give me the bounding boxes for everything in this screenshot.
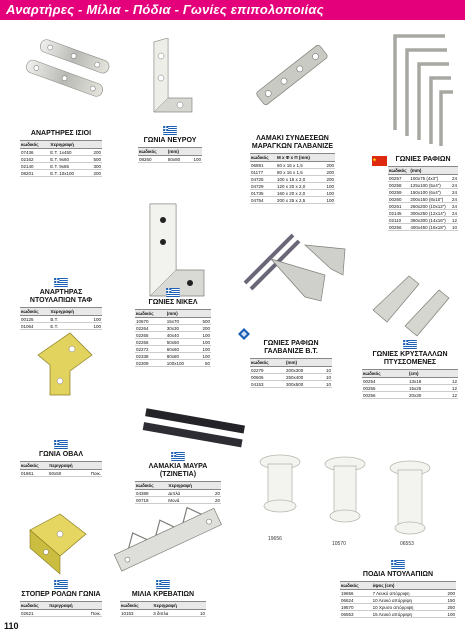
col-pack — [450, 167, 458, 175]
cell-code: 02264 — [135, 325, 166, 332]
block-cabinet-hanger — [20, 278, 102, 330]
cell-code: 10670 — [135, 318, 166, 325]
block-shelf-corners — [388, 156, 458, 231]
table-header-row — [135, 482, 221, 490]
col-pack — [88, 141, 102, 149]
col-desc: περιγραφή — [48, 602, 85, 610]
cell-size: 13x18 — [408, 378, 442, 385]
cell-code: 01064 — [20, 323, 49, 330]
leg-caption-3: 06553 — [400, 541, 414, 547]
table-row — [135, 497, 221, 504]
cell-desc: 3 διπλα — [152, 610, 194, 617]
product-table — [20, 601, 102, 617]
cell-code: 00125 — [20, 316, 49, 323]
cell-code: 08260 — [138, 156, 167, 163]
china-flag-icon — [372, 156, 387, 166]
leg-caption-2: 10570 — [332, 541, 346, 547]
block-straight-hangers — [20, 130, 102, 177]
cell-code: 00259 — [388, 189, 409, 196]
col-code: κωδικός — [250, 154, 276, 162]
cell-code: 04754 — [250, 197, 276, 204]
block-title: ΑΝΑΡΤΗΡΕΣ ΙΣΙΟΙ — [30, 130, 92, 137]
table-header-row — [20, 308, 102, 316]
table-header-row — [362, 370, 458, 378]
cell-pack: 100 — [88, 316, 102, 323]
col-pack — [88, 308, 102, 316]
table-row — [388, 217, 458, 224]
table-row — [250, 197, 335, 204]
connection-plate-image — [255, 30, 330, 130]
cell-pack: 200 — [322, 169, 335, 176]
col-size: (mm) — [409, 167, 450, 175]
table-header-row — [388, 167, 458, 175]
col-desc: περιγραφή — [167, 482, 209, 490]
bed-mile-image — [110, 500, 230, 585]
cell-height: 10 Χρυσο απόρριψη — [372, 604, 441, 611]
col-pack — [209, 482, 221, 490]
cell-size: 120 x 20 x 2,0 — [276, 183, 322, 190]
table-header-row — [138, 148, 202, 156]
cell-size: 80x80 — [166, 353, 196, 360]
cell-code: 02621 — [20, 610, 48, 617]
cell-size: 15x70 — [166, 318, 196, 325]
block-title: ΓΩΝΙΕΣ ΡΑΦΙΩΝ — [395, 156, 451, 163]
col-code: κωδικός — [20, 462, 48, 470]
product-table — [135, 309, 211, 367]
cell-code: 02272 — [135, 346, 166, 353]
col-code: κωδικός — [20, 141, 49, 149]
cell-pack: 100 — [196, 346, 211, 353]
cell-size: 150x100 (6x4") — [409, 189, 450, 196]
table-header-row — [20, 462, 102, 470]
table-header-row — [20, 602, 102, 610]
cell-pack: 200 — [441, 590, 456, 597]
block-glass-folding-corners — [362, 340, 458, 399]
table-row — [20, 156, 102, 163]
cell-size: 350x300 (14x16") — [409, 217, 450, 224]
block-title: ΑΝΑΡΤΗΡΑΣ ΝΤΟΥΛΑΠΙΩΝ ΤΑΦ — [29, 289, 93, 304]
table-row — [20, 610, 102, 617]
col-code: κωδικός — [120, 602, 152, 610]
cell-pack: 150 — [441, 597, 456, 604]
cell-size: 60x60 — [166, 346, 196, 353]
cell-size: 100 x 16 x 2,0 — [276, 176, 322, 183]
block-title: ΓΩΝΙΕΣ ΝΙΚΕΛ — [148, 299, 198, 306]
cell-pack: 100 — [322, 190, 335, 197]
cell-code: 02110 — [388, 217, 409, 224]
cell-size: 30x30 — [166, 325, 196, 332]
cell-code: 00606 — [250, 374, 285, 381]
table-header-row — [20, 141, 102, 149]
cell-code: 00256 — [362, 392, 408, 399]
greek-flag-icon — [156, 580, 170, 589]
cell-pack: 250 — [441, 604, 456, 611]
cell-pack: 12 — [442, 392, 458, 399]
table-row — [340, 604, 456, 611]
cell-code: 19656 — [340, 590, 372, 597]
greek-flag-icon — [166, 288, 180, 297]
cell-desc: 50x50 — [48, 470, 85, 477]
col-height: ύψος (cm) — [372, 582, 441, 590]
cell-pack: 10 — [319, 367, 332, 374]
cell-size: 40x40 — [166, 332, 196, 339]
cell-code: 02266 — [135, 339, 166, 346]
cell-size: 20x30 — [408, 392, 442, 399]
col-code: κωδικός — [20, 602, 48, 610]
cell-code: 02265 — [135, 332, 166, 339]
product-table — [20, 140, 102, 177]
black-strips-image — [140, 405, 250, 450]
cell-size: 250x200 (10x12") — [409, 203, 450, 210]
cell-pack: 10 — [194, 610, 206, 617]
block-title: ΛΑΜΑΚΙΑ ΜΑΥΡΑ (ΤΖΙΝΕΤΙΑ) — [148, 463, 208, 478]
straight-brackets-image — [20, 30, 110, 130]
cell-pack: 50 — [196, 360, 211, 367]
cell-code: 06624 — [340, 597, 372, 604]
table-row — [135, 346, 211, 353]
cell-pack: 200 — [322, 176, 335, 183]
cell-desc: Ε.Τ. 9x60 — [49, 156, 88, 163]
cell-pack: 500 — [196, 318, 211, 325]
table-row — [20, 163, 102, 170]
table-row — [388, 203, 458, 210]
cell-code: 00256 — [388, 224, 409, 231]
cell-code: 08201 — [20, 170, 49, 177]
table-header-row — [120, 602, 206, 610]
col-code: κωδικός — [135, 482, 167, 490]
shelf-corners-image — [375, 30, 460, 150]
cell-code: 04153 — [250, 381, 285, 388]
cell-pack: 12 — [442, 378, 458, 385]
col-pack — [188, 148, 202, 156]
cell-pack: 200 — [322, 162, 335, 169]
col-code: κωδικός — [362, 370, 408, 378]
block-title: ΓΩΝΙΕΣ ΚΡΥΣΤΑΛΛΩΝ ΠΤΥΣΣΟΜΕΝΕΣ — [372, 351, 448, 366]
table-row — [340, 611, 456, 618]
table-row — [388, 224, 458, 231]
cell-pack: Ποικ. — [85, 470, 103, 477]
block-connection-plates — [250, 135, 335, 204]
table-row — [20, 149, 102, 156]
cell-size: 200 x 25 x 2,5 — [276, 197, 322, 204]
cell-pack: 100 — [188, 156, 202, 163]
rib-corner-image — [140, 38, 195, 128]
page-number: 110 — [4, 621, 19, 631]
cell-height: 10 Λευκό απόρριψη — [372, 597, 441, 604]
cell-pack: 24 — [451, 175, 457, 181]
cell-size: 15x25 — [408, 385, 442, 392]
block-black-strips — [135, 452, 221, 504]
cell-code: 00261 — [388, 203, 409, 210]
cell-size: 300x500 — [285, 381, 319, 388]
cell-code: 04389 — [135, 490, 167, 497]
cell-desc — [48, 610, 85, 617]
table-header-row — [340, 582, 456, 590]
block-title: ΣΤΟΠΕΡ ΡΟΛΩΝ ΓΩΝΙΑ — [21, 591, 101, 598]
table-row — [135, 490, 221, 497]
product-table — [388, 166, 458, 231]
product-table — [135, 481, 221, 504]
cell-pack: 100 — [196, 332, 211, 339]
cell-pack: 100 — [322, 183, 335, 190]
cell-desc: Ε.Τ. 9x85 — [49, 163, 88, 170]
cell-pack: 20 — [209, 497, 221, 504]
table-row — [138, 156, 202, 163]
block-title: ΠΟΔΙΑ ΝΤΟΥΛΑΠΙΩΝ — [362, 571, 434, 578]
cell-desc: Ε.Τ. 10x100 — [49, 170, 88, 177]
cell-code: 00718 — [135, 497, 167, 504]
cell-code: 07436 — [20, 149, 49, 156]
table-row — [135, 353, 211, 360]
cell-code: 19570 — [340, 604, 372, 611]
cell-size: 60 x 16 x 1,5 — [276, 162, 322, 169]
cell-pack: 100 — [196, 353, 211, 360]
cell-code: 02140 — [20, 163, 49, 170]
cell-size: 100x100 — [166, 360, 196, 367]
glass-folding-brackets-image — [365, 270, 455, 340]
cell-code: 04725 — [250, 176, 276, 183]
col-code: κωδικός — [388, 167, 409, 175]
table-row — [388, 196, 458, 203]
cell-size: 200x150 (8x10") — [409, 196, 450, 203]
cell-size: 200x300 — [285, 367, 319, 374]
col-code: κωδικός — [340, 582, 372, 590]
cell-pack: 10 — [451, 224, 457, 230]
col-desc: περιγραφή — [49, 141, 88, 149]
table-row — [135, 332, 211, 339]
cell-size: 50x80 — [167, 156, 188, 163]
cell-size: 125x100 (5x4") — [409, 182, 450, 189]
greek-flag-icon — [163, 126, 177, 135]
cell-pack: 20 — [209, 490, 221, 497]
product-table — [340, 581, 456, 618]
block-rib-corner — [138, 126, 202, 163]
block-title: ΓΩΝΙΕΣ ΡΑΦΙΩΝ ΓΑΛΒΑΝΙΖΕ Β.Τ. — [263, 340, 319, 355]
greek-flag-icon — [54, 580, 68, 589]
cell-pack: 100 — [322, 197, 335, 204]
col-size: (mm) — [167, 148, 188, 156]
cell-pack: 200 — [196, 325, 211, 332]
col-code: κωδικός — [135, 310, 166, 318]
table-row — [362, 392, 458, 399]
page-header — [0, 0, 465, 22]
table-header-row — [135, 310, 211, 318]
cell-pack: 100 — [88, 323, 102, 330]
cell-height: 15 Λευκό απόρριψη — [372, 611, 441, 618]
cell-code: 02279 — [250, 367, 285, 374]
cell-code: 04729 — [250, 183, 276, 190]
block-title: ΛΑΜΑΚΙ ΣΥΝΔΕΣΕΩΝ ΜΑΡΑΓΚΩΝ ΓΑΛΒΑΝΙΖΕ — [251, 135, 334, 150]
roller-stopper-image — [20, 500, 95, 580]
cell-desc: Μονά — [167, 497, 209, 504]
cell-code: 02162 — [20, 156, 49, 163]
cell-size: 160 x 20 x 2,0 — [276, 190, 322, 197]
cell-pack: 24 — [451, 196, 457, 202]
page-title: Αναρτήρες - Μίλια - Πόδια - Γωνίες επιπολοποιίας — [6, 2, 324, 17]
cell-pack: 10 — [319, 374, 332, 381]
cell-pack: Ποικ. — [85, 610, 103, 617]
cell-pack: 100 — [196, 339, 211, 346]
table-row — [340, 590, 456, 597]
cell-code: 06553 — [340, 611, 372, 618]
table-row — [20, 316, 102, 323]
cell-code: 00260 — [388, 196, 409, 203]
col-pack — [441, 582, 456, 590]
cell-code: 01861 — [20, 470, 48, 477]
table-row — [362, 378, 458, 385]
greek-flag-icon — [54, 440, 68, 449]
col-pack — [85, 462, 103, 470]
table-row — [250, 162, 335, 169]
col-code: κωδικός — [138, 148, 167, 156]
cell-pack: 24 — [451, 203, 457, 209]
table-header-row — [250, 359, 332, 367]
block-oval-corner — [20, 440, 102, 477]
cell-size: 50x50 — [166, 339, 196, 346]
cell-pack: 24 — [451, 182, 457, 188]
col-pack — [194, 602, 206, 610]
product-table — [250, 153, 335, 204]
product-table — [20, 307, 102, 330]
cell-code: 02309 — [135, 360, 166, 367]
cell-size: 300x250 (12x14") — [409, 210, 450, 217]
table-header-row — [250, 154, 335, 162]
table-row — [250, 169, 335, 176]
cell-size: 250x400 — [285, 374, 319, 381]
cell-pack: 100 — [441, 611, 456, 618]
diamond-icon — [238, 328, 250, 340]
cell-pack: 12 — [451, 217, 457, 223]
table-row — [120, 610, 206, 617]
table-row — [135, 339, 211, 346]
col-pack — [442, 370, 458, 378]
cell-height: 7 Λευκό απόρριψη — [372, 590, 441, 597]
col-size: Μ x Φ x Π (mm) — [276, 154, 322, 162]
col-code: κωδικός — [250, 359, 285, 367]
block-roller-stopper — [20, 580, 102, 617]
greek-flag-icon — [54, 278, 68, 287]
cell-desc: Ε.Τ. 1x450 — [49, 149, 88, 156]
block-galvanized-shelf-corners — [250, 340, 332, 388]
cell-desc: Ε.Τ. — [49, 323, 87, 330]
col-size: (mm) — [166, 310, 196, 318]
col-desc: περιγραφή — [48, 462, 85, 470]
cell-code: 01735 — [250, 190, 276, 197]
col-pack — [319, 359, 332, 367]
table-row — [388, 210, 458, 217]
cell-pack: 24 — [451, 210, 457, 216]
col-pack — [322, 154, 335, 162]
block-nickel-corners — [135, 288, 211, 367]
block-title: ΓΩΝΙΑ ΟΒΑΛ — [38, 451, 84, 458]
cell-pack: 300 — [88, 163, 102, 170]
table-row — [250, 183, 335, 190]
block-title: ΜΙΛΙΑ ΚΡΕΒΑΤΙΩΝ — [131, 591, 195, 598]
col-size: (mm) — [285, 359, 319, 367]
cell-size: 400x450 (16x18") — [409, 224, 450, 231]
col-pack — [196, 310, 211, 318]
cell-code: 02338 — [135, 353, 166, 360]
leg-caption-1: 19656 — [268, 536, 282, 542]
cabinet-hanger-image — [30, 325, 100, 405]
table-row — [250, 374, 332, 381]
col-desc: περιγραφή — [49, 308, 87, 316]
cell-desc: Β.Τ. — [49, 316, 87, 323]
table-row — [250, 367, 332, 374]
cell-code: 00258 — [388, 182, 409, 189]
table-row — [20, 170, 102, 177]
block-cabinet-legs — [340, 560, 456, 618]
table-row — [340, 597, 456, 604]
cell-code: 00255 — [362, 385, 408, 392]
product-table — [362, 369, 458, 399]
table-row — [135, 325, 211, 332]
cell-size: 80 x 16 x 1,5 — [276, 169, 322, 176]
product-table — [20, 461, 102, 477]
col-size: (cm) — [408, 370, 442, 378]
table-row — [362, 385, 458, 392]
cell-pack: 500 — [88, 156, 102, 163]
table-row — [250, 381, 332, 388]
table-row — [135, 318, 211, 325]
col-code: κωδικός — [20, 308, 49, 316]
cell-code: 00254 — [362, 378, 408, 385]
block-bed-miles — [120, 580, 206, 617]
cabinet-legs-image — [250, 440, 450, 545]
galvanized-shelf-brackets-image — [235, 205, 350, 315]
cell-code: 01177 — [250, 169, 276, 176]
greek-flag-icon — [171, 452, 185, 461]
greek-flag-icon — [403, 340, 417, 349]
table-row — [135, 360, 211, 367]
cell-pack: 200 — [88, 149, 102, 156]
cell-code: 06891 — [250, 162, 276, 169]
table-row — [388, 182, 458, 189]
table-row — [388, 175, 458, 182]
table-row — [20, 470, 102, 477]
product-table — [250, 358, 332, 388]
cell-size: 100x75 (4x3") — [409, 175, 450, 182]
cell-pack: 10 — [319, 381, 332, 388]
product-table — [138, 147, 202, 163]
cell-pack: 12 — [442, 385, 458, 392]
col-pack — [85, 602, 103, 610]
cell-pack: 200 — [88, 170, 102, 177]
block-title: ΓΩΝΙΑ ΝΕΥΡΟΥ — [143, 137, 197, 144]
cell-code: 00257 — [388, 175, 409, 182]
cell-code: 10153 — [120, 610, 152, 617]
cell-pack: 24 — [451, 189, 457, 195]
table-row — [20, 323, 102, 330]
nickel-corner-image — [140, 200, 210, 300]
table-row — [388, 189, 458, 196]
product-table — [120, 601, 206, 617]
cell-code: 02145 — [388, 210, 409, 217]
greek-flag-icon — [391, 560, 405, 569]
table-row — [250, 190, 335, 197]
col-desc: περιγραφή — [152, 602, 194, 610]
table-row — [250, 176, 335, 183]
cell-desc: Διπλά — [167, 490, 209, 497]
